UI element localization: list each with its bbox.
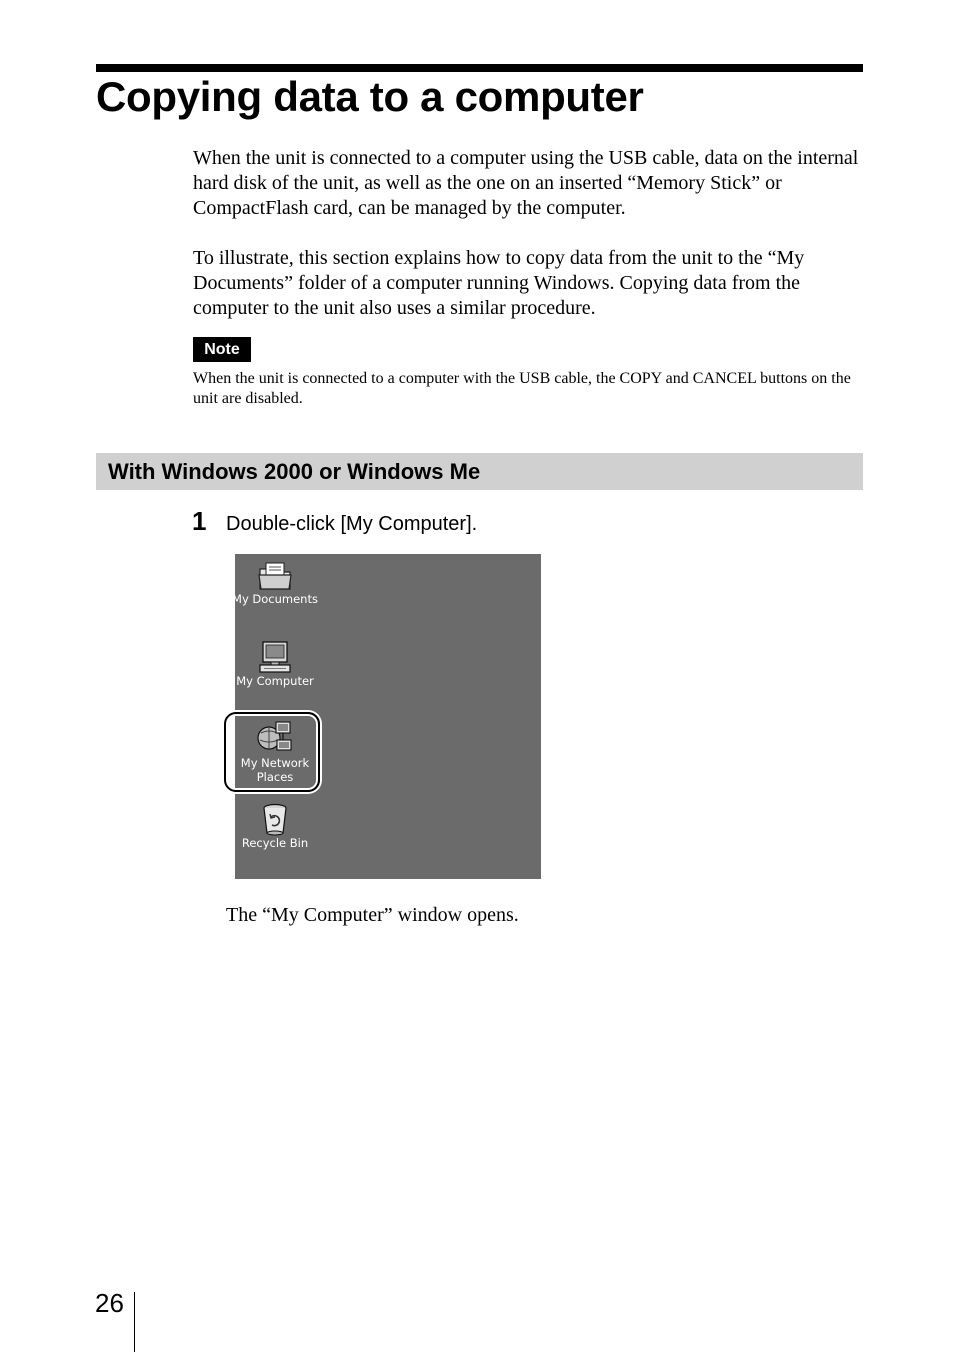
network-places-icon <box>256 720 294 756</box>
desktop-icon-label: Recycle Bin <box>241 836 309 850</box>
note-text: When the unit is connected to a computer with the USB cable, the COPY and CANCEL buttons on the unit are disabled. <box>193 370 851 407</box>
desktop-icon-label: My Computer <box>236 674 314 688</box>
step-number: 1 <box>192 506 207 536</box>
page-title: Copying data to a computer <box>96 73 644 120</box>
recycle-bin-icon <box>258 802 292 836</box>
desktop-icon-my-documents[interactable] <box>230 560 320 606</box>
intro-paragraph-2: To illustrate, this section explains how to copy data from the unit to the “My Documents” folder of a computer running Windows. Copying data from the computer to the unit also uses a similar procedure. <box>193 247 805 319</box>
desktop-icon-my-network-places[interactable] <box>230 720 320 784</box>
step-result: The “My Computer” window opens. <box>226 904 519 926</box>
step-instruction: Double-click [My Computer]. <box>226 513 478 535</box>
intro-paragraph-1: When the unit is connected to a computer using the USB cable, data on the internal hard disk of the unit, as well as the one on an inserted “Memory Stick” or CompactFlash card, can be managed by the computer. <box>193 147 859 219</box>
desktop-icon-label: My Network Places <box>240 756 310 784</box>
page-number: 26 <box>95 1288 124 1318</box>
section-title: With Windows 2000 or Windows Me <box>108 459 481 484</box>
title-top-rule <box>96 64 863 72</box>
section-header <box>96 453 863 490</box>
desktop-icon-my-computer[interactable] <box>230 640 320 688</box>
note-badge: Note <box>193 337 251 362</box>
page-number-rule <box>134 1292 135 1352</box>
desktop-icon-label: My Documents <box>232 592 318 606</box>
computer-monitor-icon <box>257 640 293 674</box>
folder-documents-icon <box>257 560 293 592</box>
desktop-icon-recycle-bin[interactable] <box>230 802 320 850</box>
desktop-screenshot <box>232 554 541 879</box>
